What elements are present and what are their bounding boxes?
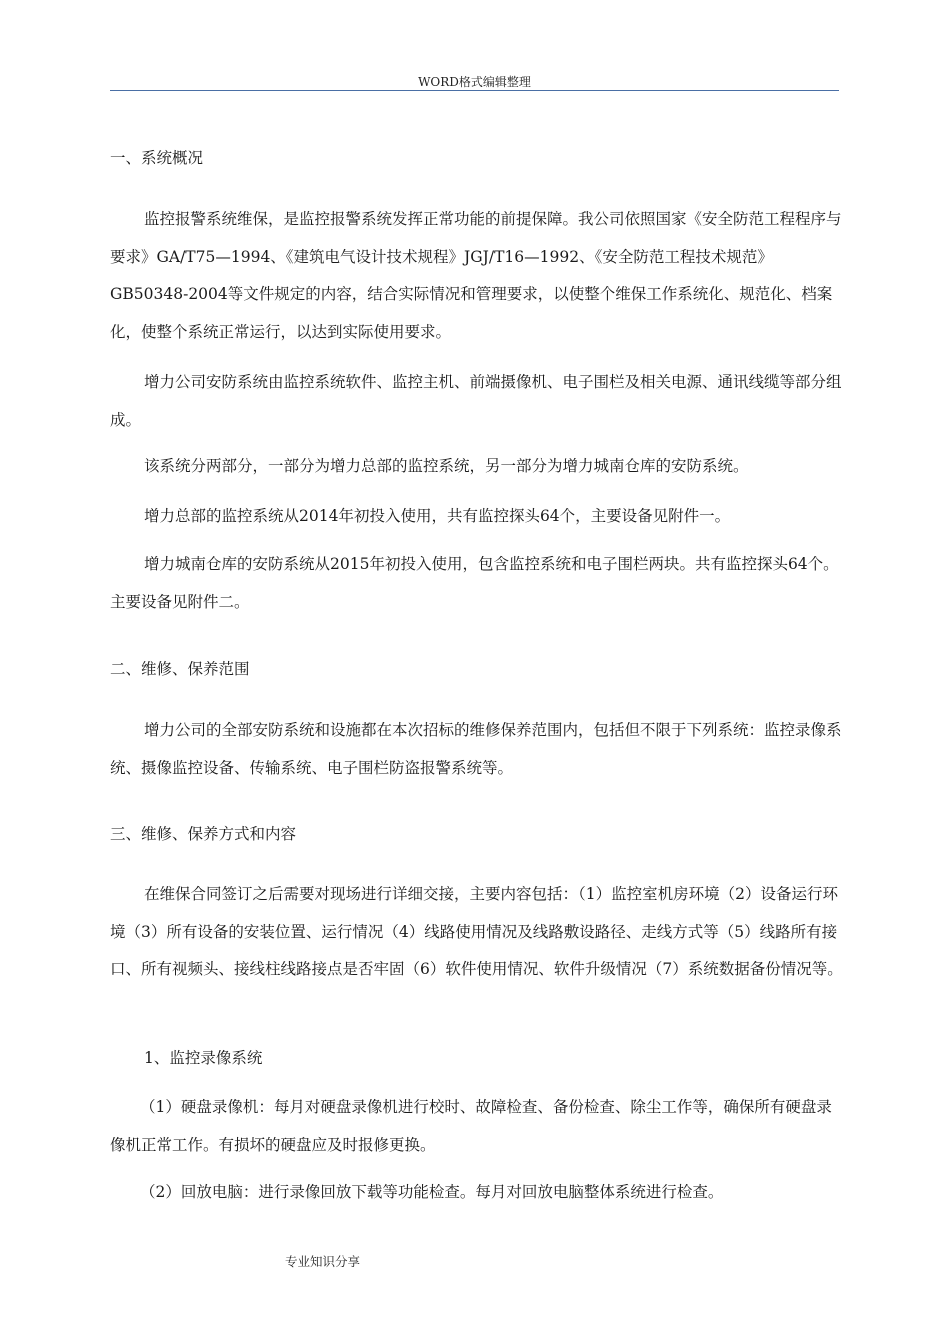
paragraph: 增力公司的全部安防系统和设施都在本次招标的维修保养范围内，包括但不限于下列系统：监控录像系统、摄像监控设备、传输系统、电子围栏防盗报警系统等。 (110, 721, 842, 777)
header-divider (110, 90, 839, 91)
section-heading-scope: 二、维修、保养范围 (110, 660, 250, 678)
page-header: WORD格式编辑整理 (418, 75, 531, 89)
paragraph: 增力城南仓库的安防系统从2015年初投入使用，包含监控系统和电子围栏两块。共有监控探头64个。主要设备见附件二。 (110, 555, 839, 611)
paragraph: 在维保合同签订之后需要对现场进行详细交接，主要内容包括：（1）监控室机房环境（2）设备运行环境（3）所有设备的安装位置、运行情况（4）线路使用情况及线路敷设路径、走线方式等（5）线路所有接口、所有视频头、接线柱线路接点是否牢固（6）软件使用情况、软件升级情况（7）系统数据备份情况等。 (110, 885, 843, 978)
paragraph: 监控报警系统维保，是监控报警系统发挥正常功能的前提保障。我公司依照国家《安全防范工程程序与要求》GA/T75—1994、《建筑电气设计技术规程》JGJ/T16—1992、《安全防范工程技术规范》GB50348-2004等文件规定的内容，结合实际情况和管理要求，以使整个维保工作系统化、规范化、档案化，使整个系统正常运行，以达到实际使用要求。 (110, 210, 842, 341)
subsection-heading-recording: 1、监控录像系统 (144, 1049, 263, 1067)
paragraph: 增力公司安防系统由监控系统软件、监控主机、前端摄像机、电子围栏及相关电源、通讯线缆等部分组成。 (110, 373, 842, 429)
list-item: （1）硬盘录像机：每月对硬盘录像机进行校时、故障检查、备份检查、除尘工作等，确保所有硬盘录像机正常工作。有损坏的硬盘应及时报修更换。 (110, 1098, 832, 1154)
section-heading-overview: 一、系统概况 (110, 149, 204, 167)
paragraph: 该系统分两部分，一部分为增力总部的监控系统，另一部分为增力城南仓库的安防系统。 (144, 457, 749, 475)
paragraph: 增力总部的监控系统从2014年初投入使用，共有监控探头64个，主要设备见附件一。 (144, 507, 731, 525)
section-heading-method: 三、维修、保养方式和内容 (110, 825, 297, 843)
list-item: （2）回放电脑：进行录像回放下载等功能检查。每月对回放电脑整体系统进行检查。 (140, 1183, 724, 1201)
page-footer: 专业知识分享 (285, 1254, 361, 1269)
